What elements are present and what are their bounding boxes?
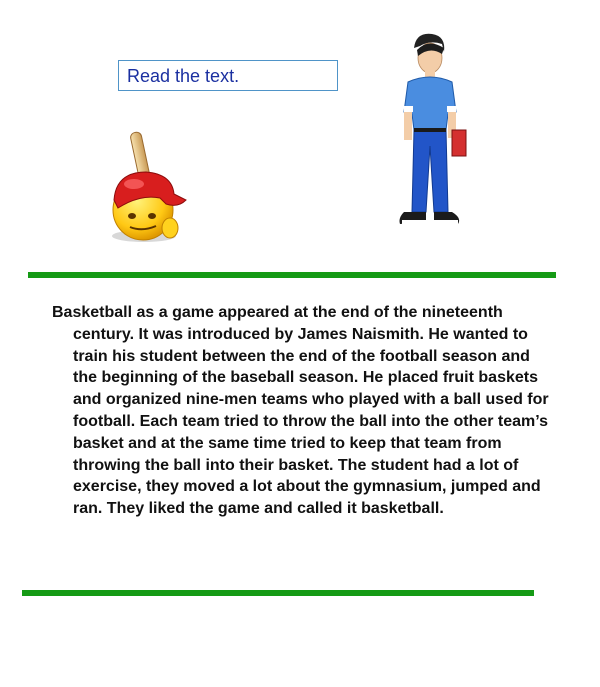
boy-with-book-figure [390,30,470,236]
bottom-divider [22,590,534,596]
story-text: Basketball as a game appeared at the end of the nineteenth century. It was introduced by James Naismith. He wanted to train his student between the end of the football season and the beginning of the baseball season. He placed fruit baskets and organized nine-men teams who played with a ball used for football. Each team tried to throw the ball into the other team’s basket and at the same time tried to keep that team from throwing the ball into their basket. The student had a lot of exercise, they moved a lot about the gymnasium, jumped and ran. They liked the game and called it basketball. [52,304,549,518]
instruction-text: Read the text. [127,66,240,86]
instruction-box [118,60,338,91]
top-divider [28,272,556,278]
smiley-baseball-player-icon [100,128,190,248]
